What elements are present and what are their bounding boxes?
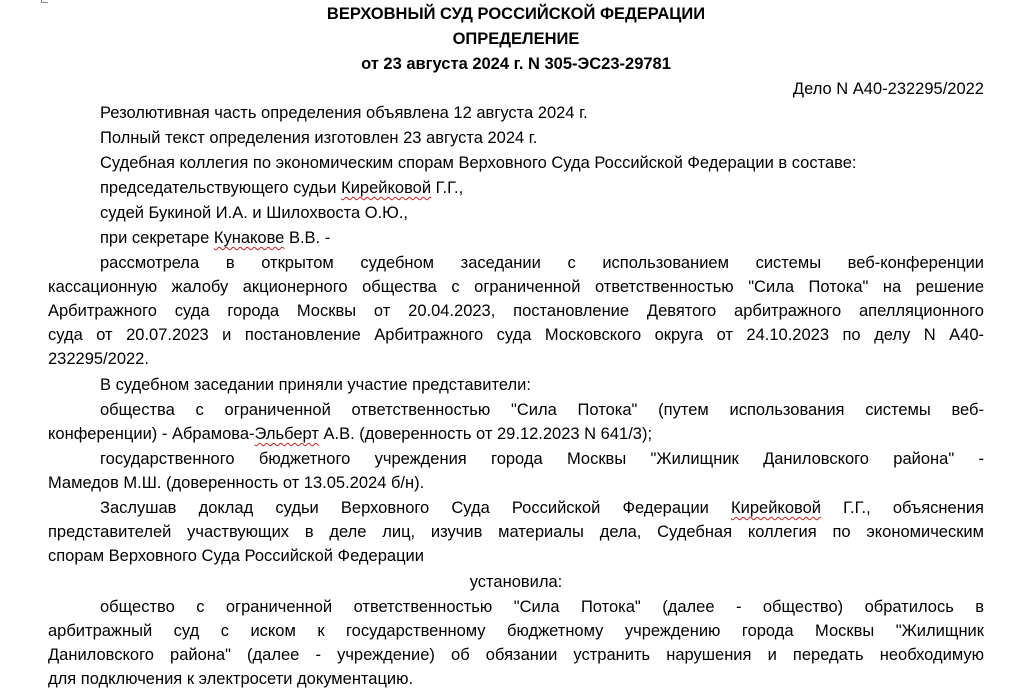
spellcheck-word: Кирейковой (731, 499, 821, 517)
paragraph-presiding-judge (100, 176, 984, 201)
paragraph-claim-line4: для подключения к электросети документацию. (48, 670, 414, 688)
text-segment: при секретаре (100, 229, 214, 247)
case-number: Дело N А40-232295/2022 (792, 80, 984, 98)
spellcheck-word: Кирейковой (341, 179, 432, 197)
paragraph-collegium: Судебная коллегия по экономическим спорам Верховного Суда Российской Федерации в составе: (100, 154, 857, 172)
paragraph-report-line2: представителей участвующих в деле лиц, изучив материалы дела, Судебная коллегия по экономическим (48, 523, 984, 541)
paragraph-considered-line3: Арбитражного суда города Москвы от 20.04.2023, постановление Девятого арбитражного апелляционного (48, 302, 984, 320)
paragraph-rep-company-line1: общества с ограниченной ответственностью "Сила Потока" (путем использования системы веб- (100, 401, 984, 419)
text-segment: Г.Г., (431, 179, 464, 197)
document-date-number: от 23 августа 2024 г. N 305-ЭС23-29781 (361, 55, 671, 73)
text-segment: В.В. - (284, 229, 331, 247)
paragraph-rep-institution-line2: Мамедов М.Ш. (доверенность от 13.05.2024 б/н). (48, 474, 425, 492)
paragraph-claim-line3: Даниловского района" (далее - учреждение) об обязании устранить нарушения и передать необходимую (48, 646, 984, 664)
paragraph-report-line3: спорам Верховного Суда Российской Федерации (48, 547, 424, 565)
paragraph-considered-line4: суда от 20.07.2023 и постановление Арбитражного суда Московского округа от 24.10.2023 по делу N А40- (48, 326, 984, 344)
paragraph-report-line1 (100, 496, 984, 521)
paragraph-considered-line2: кассационную жалобу акционерного общества с ограниченной ответственностью "Сила Потока" на решение (48, 278, 984, 296)
paragraph-secretary (100, 226, 984, 251)
text-segment: Заслушав доклад судьи Верховного Суда Российской Федерации (100, 499, 732, 517)
paragraph-judges: судей Букиной И.А. и Шилохвоста О.Ю., (100, 204, 409, 222)
spellcheck-word: Кунакове (213, 229, 285, 247)
paragraph-rep-institution-line1: государственного бюджетного учреждения города Москвы "Жилищник Даниловского района" - (100, 450, 984, 468)
paragraph-claim-line2: арбитражный суд с иском к государственному бюджетному учреждению города Москвы "Жилищник (48, 622, 984, 640)
paragraph-rep-company-line2 (48, 422, 984, 447)
paragraph-resolution-date: Резолютивная часть определения объявлена 12 августа 2024 г. (100, 104, 588, 122)
document-type: ОПРЕДЕЛЕНИЕ (452, 30, 580, 48)
text-segment: председательствующего судьи (100, 179, 342, 197)
section-heading-established: установила: (469, 573, 563, 591)
paragraph-claim-line1: общество с ограниченной ответственностью "Сила Потока" (далее - общество) обратилось в (100, 598, 984, 616)
text-segment: А.В. (доверенность от 29.12.2023 N 641/3); (318, 425, 653, 443)
spellcheck-word: Эльберт (254, 425, 319, 443)
court-title: ВЕРХОВНЫЙ СУД РОССИЙСКОЙ ФЕДЕРАЦИИ (326, 5, 706, 23)
paragraph-full-text-date: Полный текст определения изготовлен 23 августа 2024 г. (100, 129, 538, 147)
paragraph-considered-line1: рассмотрела в открытом судебном заседании с использованием системы веб-конференции (100, 254, 984, 272)
paragraph-participants: В судебном заседании приняли участие представители: (100, 376, 531, 394)
paragraph-considered-line5: 232295/2022. (48, 350, 149, 368)
text-segment: Г.Г., объяснения (820, 499, 984, 517)
text-segment: конференции) - Абрамова- (48, 425, 255, 443)
